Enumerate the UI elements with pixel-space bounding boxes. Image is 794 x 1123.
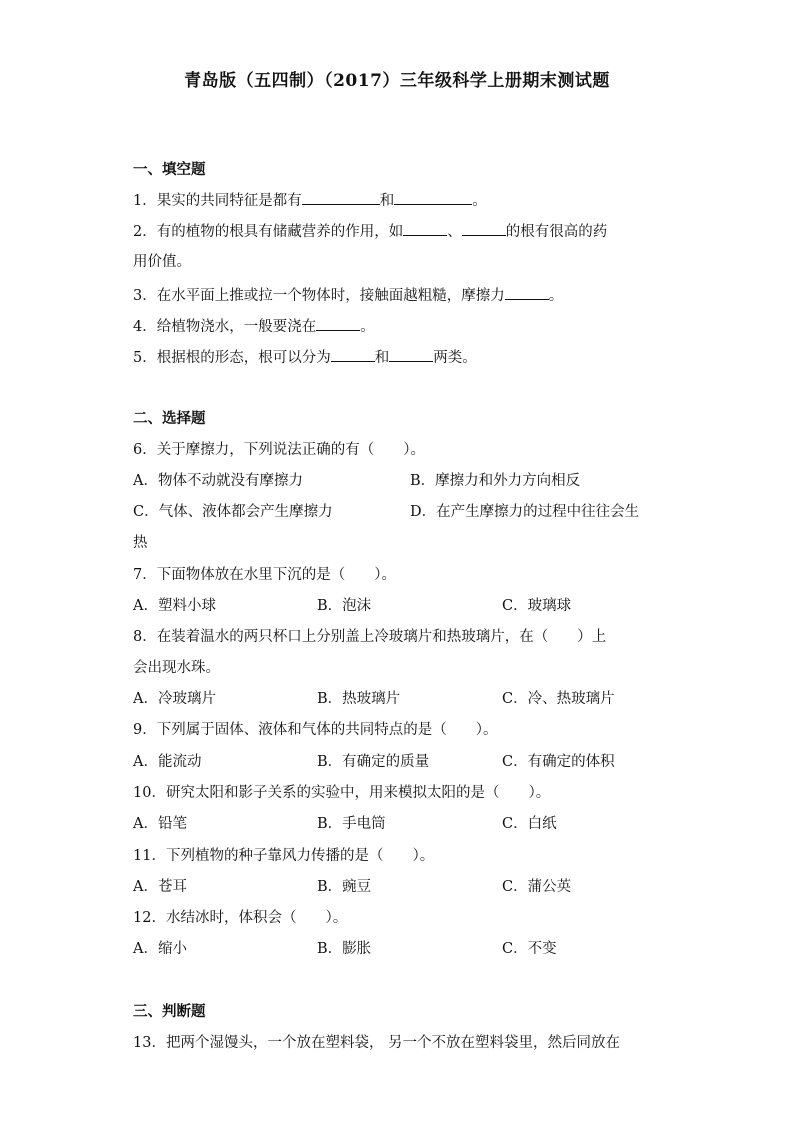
question-8-option-b[interactable]: B．热玻璃片: [317, 691, 401, 707]
question-12-option-b[interactable]: B．膨胀: [317, 941, 372, 957]
question-7-option-a[interactable]: A．塑料小球: [133, 598, 216, 614]
question-6-option-d-continued: 热: [133, 535, 148, 551]
question-12-stem: 12．水结冰时，体积会（ ）。: [133, 910, 348, 926]
answer-blank[interactable]: [389, 347, 433, 362]
answer-blank[interactable]: [403, 221, 447, 236]
question-6-option-a[interactable]: A．物体不动就没有摩擦力: [133, 473, 303, 489]
question-9-option-a[interactable]: A．能流动: [133, 754, 202, 770]
question-8-option-c[interactable]: C．冷、热玻璃片: [502, 691, 615, 707]
answer-blank[interactable]: [505, 285, 549, 300]
section-heading-fill-in: 一、填空题: [133, 161, 206, 178]
question-3: 3．在水平面上推或拉一个物体时，接触面越粗糙，摩擦力 。: [133, 285, 563, 306]
question-4: 4．给植物浇水，一般要浇在 。: [133, 316, 375, 337]
question-11-option-a[interactable]: A．苍耳: [133, 879, 187, 895]
question-9-option-b[interactable]: B．有确定的质量: [317, 754, 430, 770]
question-11-option-b[interactable]: B．豌豆: [317, 879, 372, 895]
question-12-option-a[interactable]: A．缩小: [133, 941, 187, 957]
question-13-stem: 13．把两个湿馒头，一个放在塑料袋， 另一个不放在塑料袋里，然后同放在: [133, 1035, 621, 1051]
question-7-option-b[interactable]: B．泡沫: [317, 598, 372, 614]
question-9-stem: 9．下列属于固体、液体和气体的共同特点的是（ ）。: [133, 722, 498, 738]
question-2-continued: 用价值。: [133, 254, 191, 270]
question-10-option-a[interactable]: A．铅笔: [133, 816, 187, 832]
question-12-option-c[interactable]: C．不变: [502, 941, 557, 957]
question-7-stem: 7．下面物体放在水里下沉的是（ ）。: [133, 567, 396, 583]
question-5: 5．根据根的形态，根可以分为 和 两类。: [133, 347, 477, 368]
question-6-option-d[interactable]: D．在产生摩擦力的过程中往往会生: [410, 504, 640, 520]
answer-blank[interactable]: [302, 190, 380, 205]
question-2: 2．有的植物的根具有储藏营养的作用，如 、 的根有很高的药: [133, 221, 607, 242]
question-11-stem: 11．下列植物的种子靠风力传播的是（ ）。: [133, 848, 435, 864]
question-7-option-c[interactable]: C．玻璃球: [502, 598, 572, 614]
question-8-stem-continued: 会出现水珠。: [133, 660, 220, 676]
answer-blank[interactable]: [394, 190, 472, 205]
question-10-option-b[interactable]: B．手电筒: [317, 816, 386, 832]
question-8-option-a[interactable]: A．冷玻璃片: [133, 691, 216, 707]
answer-blank[interactable]: [331, 347, 375, 362]
question-11-option-c[interactable]: C．蒲公英: [502, 879, 572, 895]
question-1: 1．果实的共同特征是都有 和 。: [133, 190, 487, 211]
page-title: 青岛版（五四制）（2017）三年级科学上册期末测试题: [184, 71, 610, 91]
section-heading-multiple-choice: 二、选择题: [133, 410, 206, 427]
question-10-stem: 10．研究太阳和影子关系的实验中，用来模拟太阳的是（ ）。: [133, 785, 551, 801]
section-heading-true-false: 三、判断题: [133, 1003, 206, 1020]
question-6-stem: 6．关于摩擦力，下列说法正确的有（ ）。: [133, 442, 425, 458]
question-9-option-c[interactable]: C．有确定的体积: [502, 754, 615, 770]
question-8-stem: 8．在装着温水的两只杯口上分别盖上冷玻璃片和热玻璃片，在（ ）上: [133, 629, 607, 645]
answer-blank[interactable]: [462, 221, 506, 236]
question-6-option-c[interactable]: C．气体、液体都会产生摩擦力: [133, 504, 333, 520]
answer-blank[interactable]: [316, 316, 360, 331]
question-6-option-b[interactable]: B．摩擦力和外力方向相反: [410, 473, 581, 489]
question-10-option-c[interactable]: C．白纸: [502, 816, 557, 832]
